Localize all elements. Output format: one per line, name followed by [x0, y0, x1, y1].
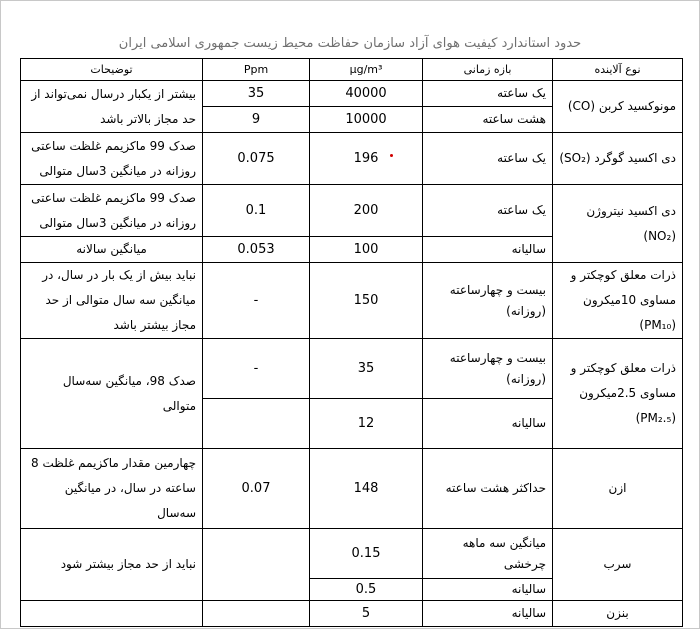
table-row [21, 263, 683, 339]
ugm3-cell: 10000 [310, 107, 423, 133]
header-desc: توضیحات [21, 59, 203, 81]
ugm3-cell: 150 [310, 263, 423, 339]
header-pollutant: نوع آلاینده [553, 59, 683, 81]
period-cell: حداکثر هشت ساعته [423, 449, 553, 529]
period-cell: یک ساعته [423, 81, 553, 107]
desc-cell: نباید بیش از یک بار در سال، در میانگین سه سال متوالی از حد مجاز بیشتر باشد [21, 263, 203, 339]
ppm-cell: 9 [203, 107, 310, 133]
page-title: حدود استاندارد کیفیت هوای آزاد سازمان حفاظت محیط زیست جمهوری اسلامی ایران [118, 36, 582, 51]
ppm-cell: 0.07 [203, 449, 310, 529]
pollutant-pm25: ذرات معلق کوچکتر و مساوی 2.5میکرون (PM₂.₅) [553, 339, 683, 449]
ugm3-cell: 148 [310, 449, 423, 529]
table-row [21, 133, 683, 185]
header-ugm3: μg/m³ [310, 59, 423, 81]
standards-table [20, 58, 683, 627]
desc-cell: صدک 98، میانگین سه‌سال متوالی [21, 339, 203, 449]
ugm3-cell: 35 [310, 339, 423, 399]
table-row [21, 529, 683, 579]
pollutant-pm10: ذرات معلق کوچکتر و مساوی 10میکرون (PM₁₀) [553, 263, 683, 339]
pollutant-pb: سرب [553, 529, 683, 601]
ppm-cell: 35 [203, 81, 310, 107]
pollutant-o3: ازن [553, 449, 683, 529]
period-cell: یک ساعته [423, 185, 553, 237]
ugm3-cell: 0.15 [310, 529, 423, 579]
period-cell: میانگین سه ماهه چرخشی [423, 529, 553, 579]
desc-cell: نباید از حد مجاز بیشتر شود [21, 529, 203, 601]
ppm-cell [203, 529, 310, 601]
desc-cell: میانگین سالانه [21, 237, 203, 263]
period-cell: سالیانه [423, 579, 553, 601]
period-cell: یک ساعته [423, 133, 553, 185]
table-row [21, 81, 683, 107]
ppm-cell [203, 601, 310, 627]
header-ppm: Ppm [203, 59, 310, 81]
table-row [21, 449, 683, 529]
pollutant-no2: دی اکسید نیتروژن (NO₂) [553, 185, 683, 263]
header-period: بازه زمانی [423, 59, 553, 81]
period-cell: سالیانه [423, 237, 553, 263]
pollutant-so2: دی اکسید گوگرد (SO₂) [553, 133, 683, 185]
ppm-cell: 0.1 [203, 185, 310, 237]
ugm3-cell: 100 [310, 237, 423, 263]
period-cell: بیست و چهارساعته (روزانه) [423, 263, 553, 339]
period-cell: هشت ساعته [423, 107, 553, 133]
ugm3-cell: 200 [310, 185, 423, 237]
ugm3-cell: 40000 [310, 81, 423, 107]
table-row [21, 185, 683, 237]
period-cell: سالیانه [423, 601, 553, 627]
table-row [21, 339, 683, 399]
ugm3-cell: 0.5 [310, 579, 423, 601]
ugm3-cell: 5 [310, 601, 423, 627]
ppm-cell: 0.075 [203, 133, 310, 185]
desc-cell: چهارمین مقدار ماکزیمم غلظت 8 ساعته در سال، در میانگین سه‌سال [21, 449, 203, 529]
desc-cell [21, 601, 203, 627]
header-row [21, 59, 683, 81]
desc-cell: صدک 99 ماکزیمم غلظت ساعتی روزانه در میانگین 3سال متوالی [21, 133, 203, 185]
period-cell: بیست و چهارساعته (روزانه) [423, 339, 553, 399]
pollutant-co: مونوکسید کربن (CO) [553, 81, 683, 133]
pollutant-benzene: بنزن [553, 601, 683, 627]
ppm-cell: 0.053 [203, 237, 310, 263]
ppm-cell: - [203, 339, 310, 399]
desc-cell: صدک 99 ماکزیمم غلظت ساعتی روزانه در میانگین 3سال متوالی [21, 185, 203, 237]
desc-cell: بیشتر از یکبار درسال نمی‌تواند از حد مجاز بالاتر باشد [21, 81, 203, 133]
period-cell: سالیانه [423, 399, 553, 449]
ugm3-cell: 196 [310, 133, 423, 185]
ppm-cell: - [203, 263, 310, 339]
red-dot-marker [390, 154, 393, 157]
table-row [21, 601, 683, 627]
ugm3-cell: 12 [310, 399, 423, 449]
ppm-cell [203, 399, 310, 449]
